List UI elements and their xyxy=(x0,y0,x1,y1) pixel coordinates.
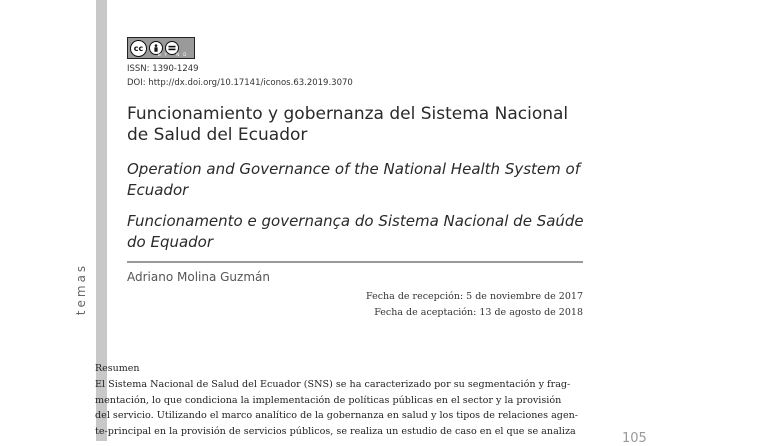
page-number: 105 xyxy=(622,431,647,446)
abstract-body xyxy=(95,377,585,439)
title-english: Operation and Governance of the National Health System of Ecuador xyxy=(127,160,580,199)
section-label xyxy=(71,258,91,320)
title-divider xyxy=(127,261,583,263)
creative-commons-license-badge[interactable] xyxy=(127,37,195,59)
accepted-date: Fecha de aceptación: 13 de agosto de 2018 xyxy=(374,307,583,318)
license-sub-text: BY ND xyxy=(158,52,191,57)
received-date: Fecha de recepción: 5 de noviembre de 2017 xyxy=(366,291,583,302)
issn: ISSN: 1390-1249 xyxy=(127,64,199,74)
section-side-bar xyxy=(96,0,107,441)
abstract-line: del servicio. Utilizando el marco analítico de la gobernanza en salud y los tipos de relaciones agen- xyxy=(95,410,579,421)
section-label-text: temas xyxy=(74,262,89,316)
title-portuguese: Funcionamento e governança do Sistema Nacional de Saúde do Equador xyxy=(127,212,584,251)
author-name: Adriano Molina Guzmán xyxy=(127,270,270,284)
abstract-line: El Sistema Nacional de Salud del Ecuador (SNS) se ha caracterizado por su segmentación y frag- xyxy=(95,379,571,390)
cc-icon: cc xyxy=(130,40,147,57)
abstract-line: te-principal en la provisión de servicios públicos, se realiza un estudio de caso en el que se analiza xyxy=(95,425,576,437)
doi-link[interactable]: DOI: http://dx.doi.org/10.17141/iconos.63.2019.3070 xyxy=(127,78,353,88)
abstract-heading: Resumen xyxy=(95,363,140,374)
abstract-line: mentación, lo que condiciona la implementación de políticas públicas en el sector y la provisión xyxy=(95,394,562,406)
title-spanish: Funcionamiento y gobernanza del Sistema Nacional de Salud del Ecuador xyxy=(127,104,569,145)
